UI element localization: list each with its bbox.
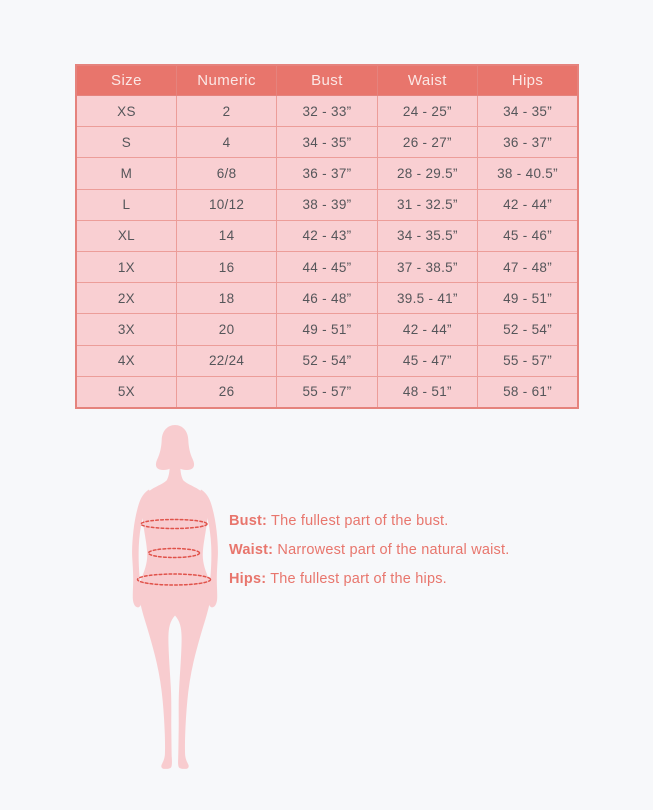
cell-numeric: 6/8: [176, 158, 276, 189]
cell-bust: 44 - 45”: [277, 251, 377, 282]
cell-numeric: 4: [176, 127, 276, 158]
legend-bust: [229, 512, 509, 530]
legend-bust-label: Bust:: [229, 513, 268, 529]
table-row-3x: [76, 314, 578, 345]
cell-hips: 36 - 37”: [478, 127, 578, 158]
cell-size: S: [76, 127, 176, 158]
column-header-hips: Hips: [478, 65, 578, 96]
table-row-s: [76, 127, 578, 158]
legend-hips-description: The fullest part of the hips.: [270, 571, 447, 587]
legend-waist-label: Waist:: [229, 542, 274, 558]
cell-waist: 24 - 25”: [377, 96, 477, 127]
size-chart-table: [75, 64, 579, 409]
cell-size: XS: [76, 96, 176, 127]
table-row-xl: [76, 220, 578, 251]
cell-hips: 47 - 48”: [478, 251, 578, 282]
cell-bust: 52 - 54”: [277, 345, 377, 376]
cell-waist: 48 - 51”: [377, 376, 477, 408]
legend-bust-description: The fullest part of the bust.: [271, 513, 449, 529]
size-chart-body: [76, 96, 578, 408]
cell-hips: 55 - 57”: [478, 345, 578, 376]
cell-numeric: 14: [176, 220, 276, 251]
legend-hips: [229, 570, 509, 588]
cell-waist: 28 - 29.5”: [377, 158, 477, 189]
cell-size: XL: [76, 220, 176, 251]
table-row-1x: [76, 251, 578, 282]
cell-hips: 52 - 54”: [478, 314, 578, 345]
cell-size: M: [76, 158, 176, 189]
cell-bust: 32 - 33”: [277, 96, 377, 127]
table-row-5x: [76, 376, 578, 408]
measurement-legend: [229, 512, 509, 599]
cell-bust: 46 - 48”: [277, 283, 377, 314]
table-row-2x: [76, 283, 578, 314]
legend-waist-description: Narrowest part of the natural waist.: [277, 542, 510, 558]
cell-numeric: 26: [176, 376, 276, 408]
cell-waist: 34 - 35.5”: [377, 220, 477, 251]
size-chart-header: [76, 65, 578, 96]
cell-size: 3X: [76, 314, 176, 345]
table-row-4x: [76, 345, 578, 376]
column-header-waist: Waist: [377, 65, 477, 96]
cell-numeric: 16: [176, 251, 276, 282]
cell-waist: 45 - 47”: [377, 345, 477, 376]
cell-hips: 42 - 44”: [478, 189, 578, 220]
cell-size: 1X: [76, 251, 176, 282]
table-row-m: [76, 158, 578, 189]
cell-bust: 55 - 57”: [277, 376, 377, 408]
cell-size: 5X: [76, 376, 176, 408]
silhouette-shape: [132, 425, 218, 769]
cell-size: 4X: [76, 345, 176, 376]
cell-hips: 38 - 40.5”: [478, 158, 578, 189]
cell-waist: 31 - 32.5”: [377, 189, 477, 220]
cell-numeric: 18: [176, 283, 276, 314]
table-row-xs: [76, 96, 578, 127]
cell-bust: 38 - 39”: [277, 189, 377, 220]
table-row-l: [76, 189, 578, 220]
cell-bust: 36 - 37”: [277, 158, 377, 189]
cell-numeric: 10/12: [176, 189, 276, 220]
cell-numeric: 2: [176, 96, 276, 127]
cell-bust: 34 - 35”: [277, 127, 377, 158]
cell-numeric: 20: [176, 314, 276, 345]
female-body-silhouette-icon: [127, 423, 223, 771]
cell-bust: 49 - 51”: [277, 314, 377, 345]
body-measurement-figure: [127, 423, 223, 771]
cell-waist: 37 - 38.5”: [377, 251, 477, 282]
column-header-size: Size: [76, 65, 176, 96]
legend-hips-label: Hips:: [229, 571, 267, 587]
cell-hips: 45 - 46”: [478, 220, 578, 251]
cell-hips: 49 - 51”: [478, 283, 578, 314]
column-header-numeric: Numeric: [176, 65, 276, 96]
column-header-bust: Bust: [277, 65, 377, 96]
cell-waist: 42 - 44”: [377, 314, 477, 345]
cell-size: 2X: [76, 283, 176, 314]
cell-hips: 34 - 35”: [478, 96, 578, 127]
cell-bust: 42 - 43”: [277, 220, 377, 251]
cell-size: L: [76, 189, 176, 220]
cell-waist: 26 - 27”: [377, 127, 477, 158]
cell-numeric: 22/24: [176, 345, 276, 376]
cell-hips: 58 - 61”: [478, 376, 578, 408]
header-row: [76, 65, 578, 96]
legend-waist: [229, 541, 509, 559]
cell-waist: 39.5 - 41”: [377, 283, 477, 314]
